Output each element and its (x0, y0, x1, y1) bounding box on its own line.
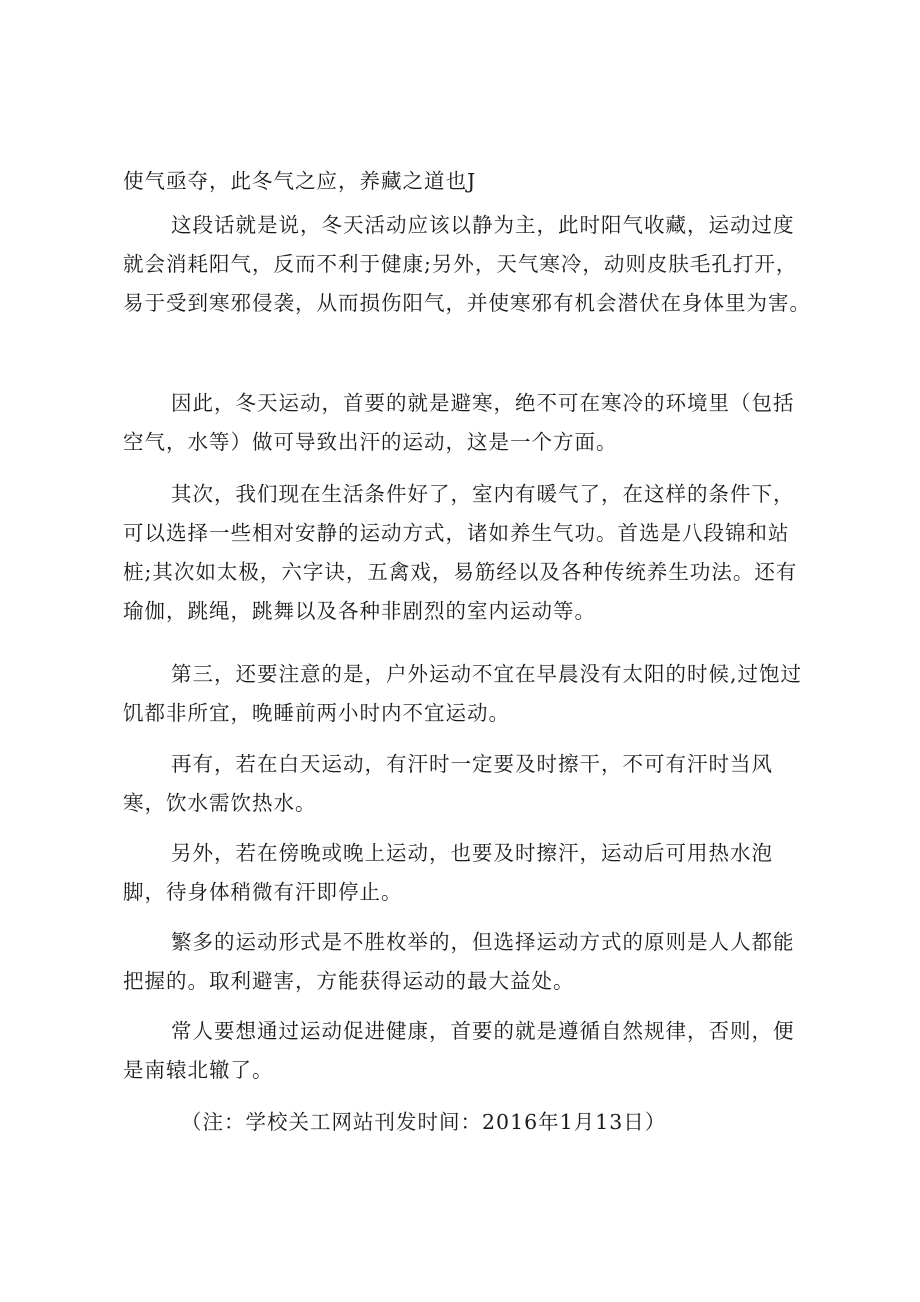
paragraph-conclusion: 常人要想通过运动促进健康，首要的就是遵循自然规律，否则，便是南辕北辙了。 (123, 1019, 795, 1082)
paragraph-explanation: 这段话就是说，冬天活动应该以静为主，此时阳气收藏，运动过度就会消耗阳气，反而不利于健康;另外，天气寒冷，动则皮肤毛孔打开，易于受到寒邪侵袭，从而损伤阳气，并使寒邪有机会潜伏在身体里为害。 (123, 213, 811, 315)
paragraph-avoid-cold: 因此，冬天运动，首要的就是避寒，绝不可在寒冷的环境里（包括空气，水等）做可导致出汗的运动，这是一个方面。 (123, 391, 795, 454)
paragraph-third: 第三，还要注意的是，户外运动不宜在早晨没有太阳的时候,过饱过饥都非所宜，晚睡前两小时内不宜运动。 (123, 662, 803, 725)
paragraph-daytime: 再有，若在白天运动，有汗时一定要及时擦干，不可有汗时当风寒，饮水需饮热水。 (123, 752, 773, 815)
paragraph-principle: 繁多的运动形式是不胜枚举的，但选择运动方式的原则是人人都能把握的。取利避害，方能获得运动的最大益处。 (123, 930, 795, 993)
paragraph-continuation: 使气亟夺，此冬气之应，养藏之道也J (123, 169, 477, 193)
publication-note: （注：学校关工网站刊发时间：2016年1月13日） (181, 1110, 667, 1134)
paragraph-indoor-exercise: 其次，我们现在生活条件好了，室内有暖气了，在这样的条件下，可以选择一些相对安静的运动方式，诸如养生气功。首选是八段锦和站桩;其次如太极，六字诀，五禽戏，易筋经以及各种传统养生功法。还有瑜伽，跳绳，跳舞以及各种非剧烈的室内运动等。 (123, 482, 798, 623)
paragraph-evening: 另外，若在傍晚或晚上运动，也要及时擦汗，运动后可用热水泡脚，待身体稍微有汗即停止。 (123, 841, 773, 904)
